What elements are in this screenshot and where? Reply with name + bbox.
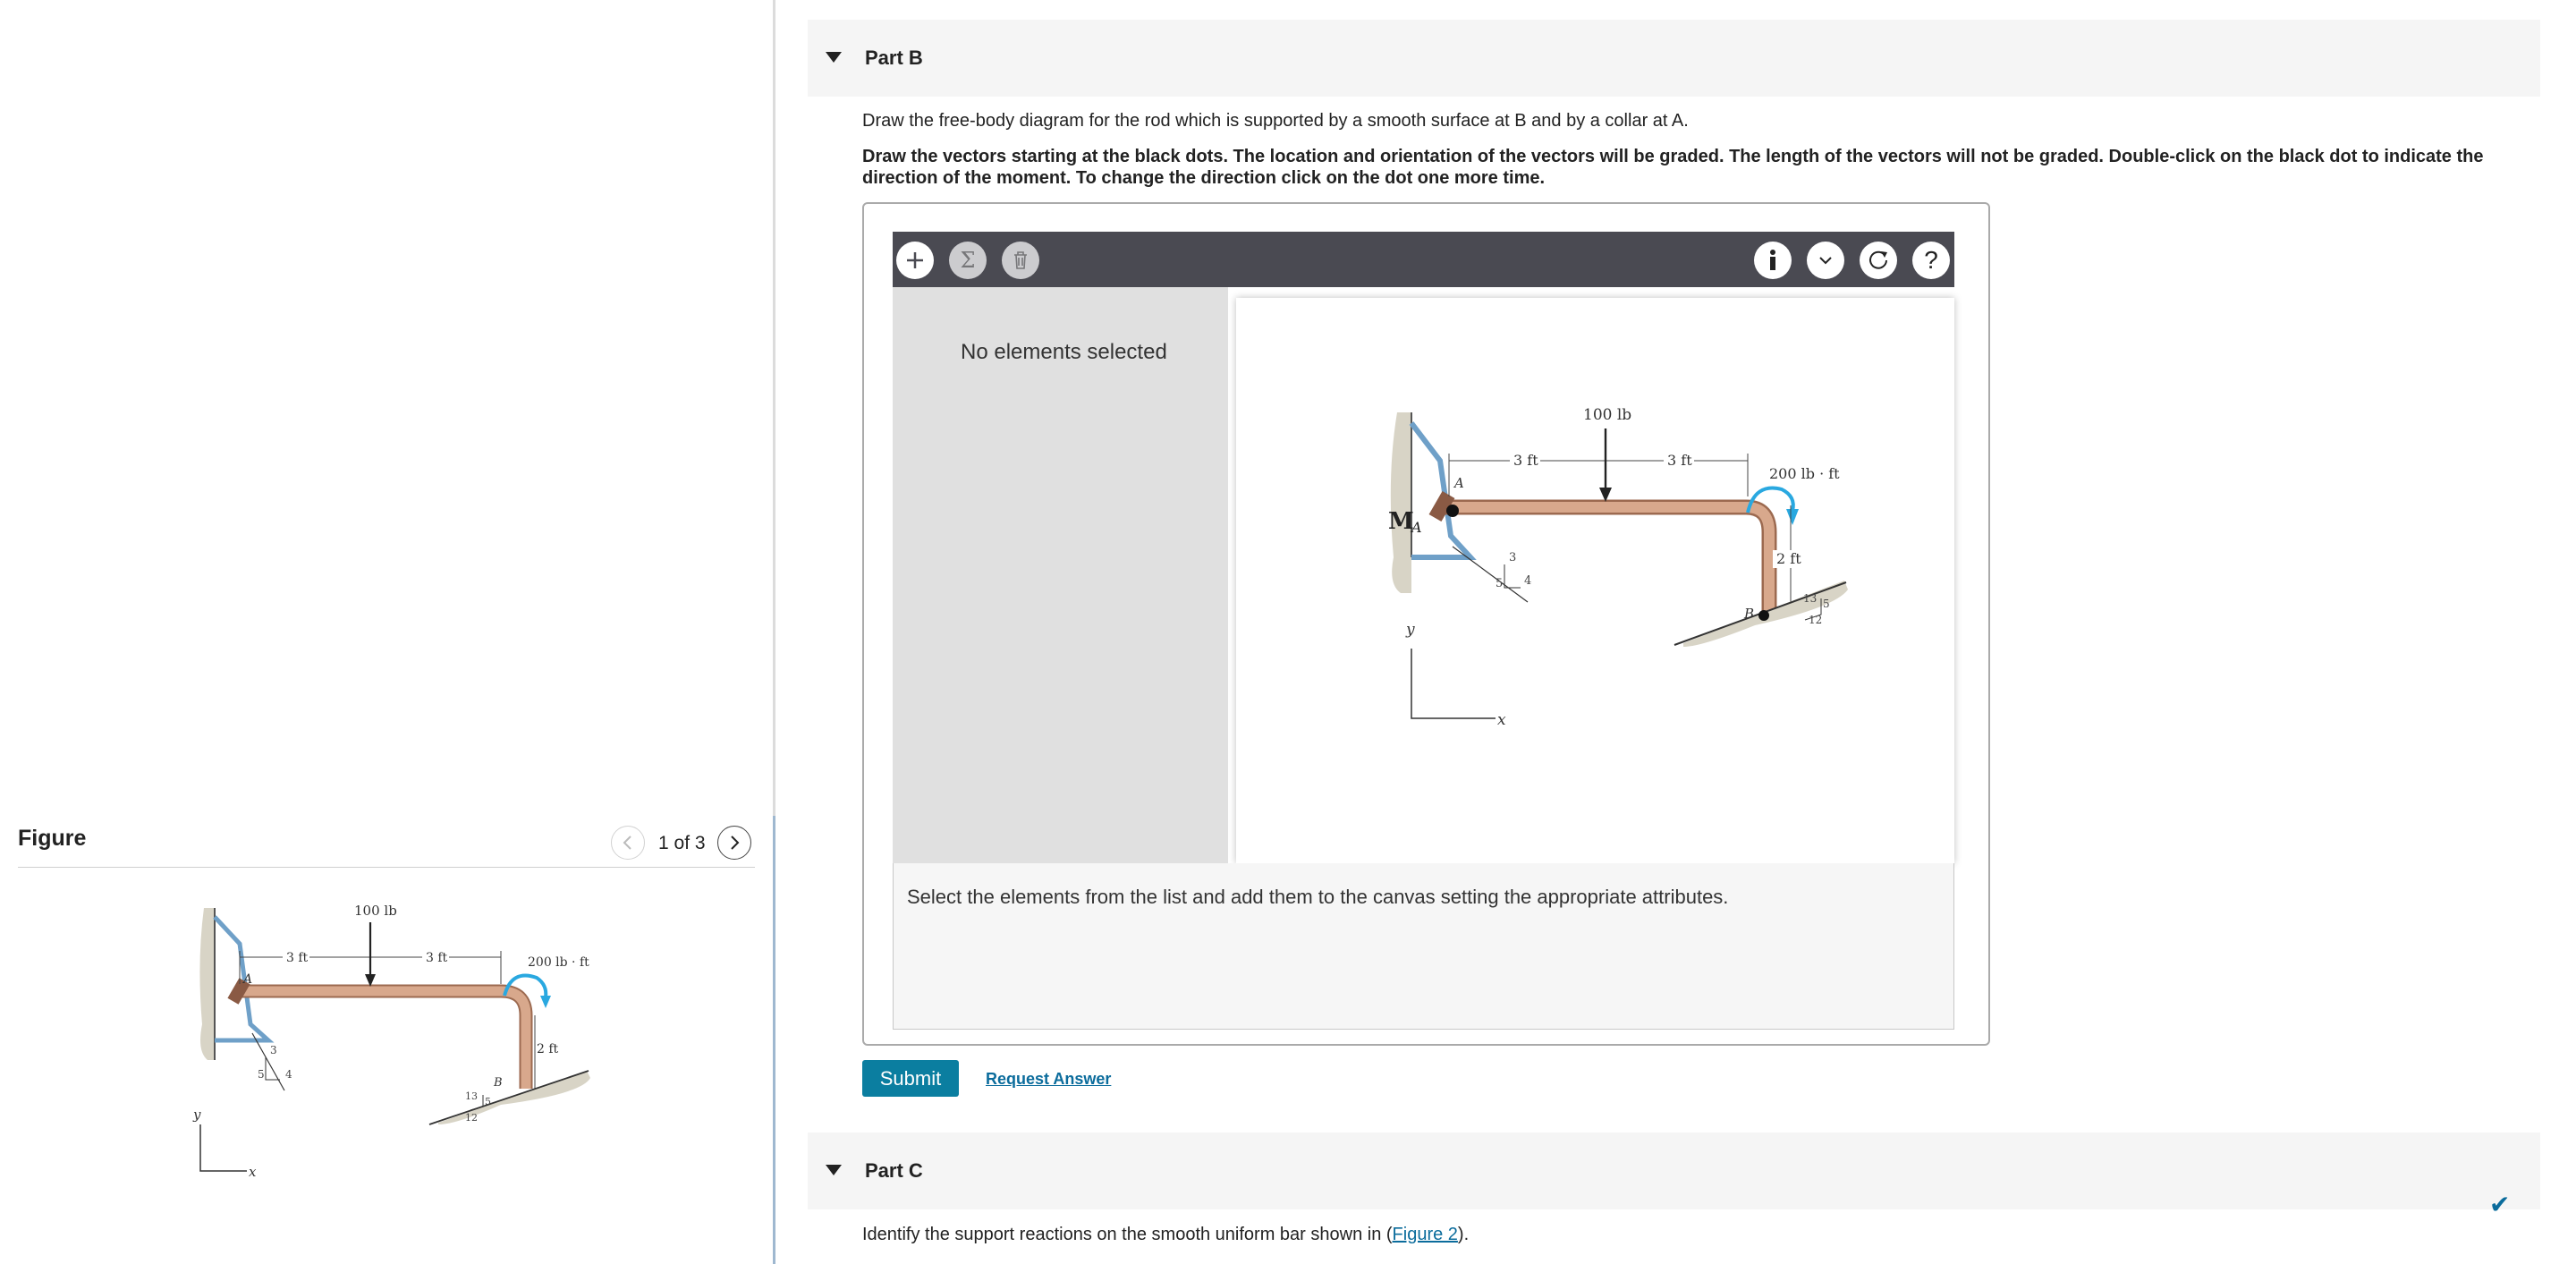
axis-x-label: x: [249, 1164, 257, 1180]
reset-icon: [1867, 249, 1890, 272]
point-a-label: A: [243, 972, 253, 987]
canvas-surface-slope-12: 12: [1809, 614, 1823, 626]
plus-icon: [905, 250, 925, 270]
dropdown-icon: [1818, 255, 1833, 266]
chevron-right-icon: [728, 835, 741, 851]
trash-icon: [1012, 250, 1030, 270]
canvas-point-a-label: A: [1454, 475, 1464, 491]
moment-arrow-head: [540, 996, 551, 1008]
canvas-dim-left-label: 3 ft: [1513, 452, 1538, 469]
dim-right-label: 3 ft: [426, 951, 448, 965]
canvas-rod: [1438, 507, 1769, 613]
canvas-wall-hatch: [1391, 412, 1411, 593]
canvas-point-b-label: B: [1744, 606, 1755, 622]
part-c-question-suffix: ).: [1457, 1225, 1470, 1244]
moment-marker-subscript: A: [1411, 519, 1422, 536]
figure-next-button[interactable]: [717, 826, 751, 860]
delete-button[interactable]: [1002, 242, 1039, 279]
completed-check-icon: ✔: [2489, 1191, 2511, 1218]
help-button[interactable]: [1912, 242, 1950, 279]
info-button[interactable]: [1754, 242, 1792, 279]
part-c-title: Part C: [865, 1159, 923, 1182]
select-elements-message: Select the elements from the list and add them to the canvas setting the appropriate attributes.: [907, 886, 1729, 908]
part-b-header[interactable]: [808, 20, 2540, 97]
submit-button[interactable]: Submit: [862, 1060, 959, 1097]
help-icon: ?: [1924, 246, 1938, 274]
part-b-instructions: Draw the vectors starting at the black dots. The location and orientation of the vectors will be graded. The length of the vectors will not be graded. Double-click on the black dot to indicate the direction of the moment. To change the direction click on the dot one more time.: [862, 147, 2484, 188]
figure-prev-button[interactable]: [611, 826, 645, 860]
rod: [238, 991, 526, 1089]
surface-slope-5: 5: [485, 1096, 491, 1107]
figure-image: [161, 890, 608, 1194]
rod-outline: [238, 991, 526, 1089]
reset-button[interactable]: [1860, 242, 1897, 279]
height-label: 2 ft: [537, 1042, 559, 1056]
part-c-header[interactable]: [808, 1133, 2540, 1209]
axis-y-label: y: [193, 1107, 201, 1123]
canvas-axis-x-label: x: [1497, 711, 1506, 729]
force-label: 100 lb: [354, 903, 397, 919]
collar-slope-3: 3: [270, 1044, 277, 1056]
options-dropdown-button[interactable]: [1807, 242, 1844, 279]
canvas-collar-slope-3: 3: [1509, 551, 1517, 564]
canvas-surface-slope-5: 5: [1823, 598, 1830, 610]
figure-title: Figure: [18, 826, 87, 851]
part-b-title: Part B: [865, 47, 923, 69]
canvas-collar-slope-triangle: [1504, 564, 1521, 588]
smooth-surface: [429, 1071, 589, 1124]
surface-slope-12: 12: [465, 1112, 478, 1124]
canvas-collar-slope-4: 4: [1524, 574, 1532, 588]
drawing-canvas[interactable]: [1236, 298, 1954, 863]
info-icon: [1763, 249, 1783, 272]
figure-diagram: [161, 890, 608, 1194]
add-vector-button[interactable]: [896, 242, 934, 279]
part-c-question-prefix: Identify the support reactions on the smooth uniform bar shown in (: [862, 1225, 1393, 1244]
collar-slope-5: 5: [258, 1068, 265, 1081]
collar-slope-4: 4: [285, 1068, 292, 1081]
figure-2-link[interactable]: Figure 2: [1392, 1225, 1458, 1244]
collapse-caret-icon: [826, 52, 842, 63]
canvas-diagram: [1236, 298, 1954, 863]
elements-pane: [893, 287, 1228, 863]
vector-origin-dot-b[interactable]: [1758, 610, 1769, 621]
sigma-icon: Σ: [960, 248, 976, 273]
part-b-question: Draw the free-body diagram for the rod which is supported by a smooth surface at B and by a collar at A.: [862, 111, 1689, 131]
figure-counter: 1 of 3: [658, 833, 706, 853]
support-bracket: [215, 917, 268, 1040]
fbd-toolbar: [893, 232, 1954, 287]
panel-divider-scroll-indicator: [773, 816, 775, 1264]
figure-divider: [18, 867, 755, 868]
request-answer-link[interactable]: Request Answer: [986, 1070, 1112, 1088]
dim-left-label: 3 ft: [286, 951, 309, 965]
canvas-moment-label: 200 lb · ft: [1769, 465, 1840, 482]
canvas-surface-slope-13: 13: [1803, 592, 1818, 605]
canvas-moment-arrow-head: [1786, 509, 1799, 525]
canvas-axes: [1411, 649, 1496, 718]
canvas-height-label: 2 ft: [1776, 550, 1801, 567]
moment-label: 200 lb · ft: [528, 955, 589, 970]
sum-button[interactable]: [949, 242, 987, 279]
surface-hatch: [438, 1071, 590, 1124]
chevron-left-icon: [622, 835, 634, 851]
canvas-slope-line: [1453, 547, 1528, 602]
canvas-axis-y-label: y: [1406, 621, 1415, 639]
collapse-caret-icon: [826, 1165, 842, 1175]
surface-slope-13: 13: [465, 1090, 478, 1102]
canvas-rod-outline: [1438, 507, 1769, 613]
wall-hatch: [199, 908, 215, 1060]
figure-panel: [0, 0, 773, 1264]
part-c-question: [862, 1225, 1469, 1245]
canvas-force-label: 100 lb: [1583, 406, 1632, 424]
axes: [200, 1124, 247, 1171]
moment-marker-m: M: [1388, 508, 1414, 535]
vector-origin-dot-a[interactable]: [1446, 505, 1459, 517]
point-b-label: B: [494, 1076, 503, 1090]
canvas-dim-right-label: 3 ft: [1667, 452, 1692, 469]
canvas-collar-slope-5: 5: [1496, 577, 1504, 590]
no-elements-message: No elements selected: [961, 340, 1167, 364]
